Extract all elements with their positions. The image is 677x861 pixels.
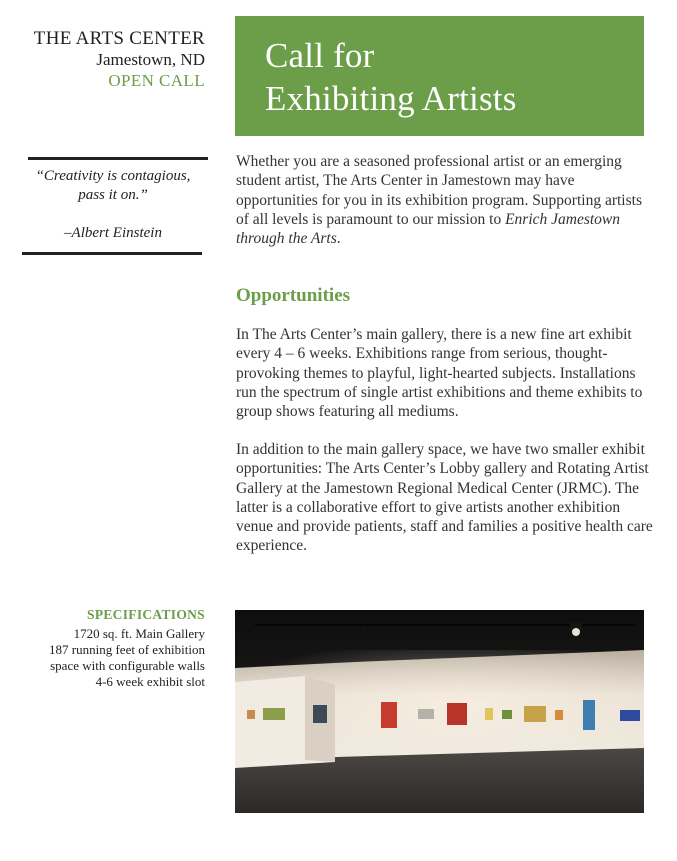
title-line-2: Exhibiting Artists <box>265 79 517 118</box>
opportunities-paragraph-1: In The Arts Center’s main gallery, there is a new fine art exhibit every 4 – 6 weeks. Exhibitions range from serious, thought-provoking themes to playful, light-hearted subjects. Installations run the spectrum of single artist exhibitions and theme exhibits to group shows featuring all mediums. <box>236 326 643 421</box>
intro-paragraph <box>236 152 656 248</box>
specifications-list <box>49 626 205 690</box>
gallery-photo <box>235 610 644 813</box>
opportunities-heading: Opportunities <box>236 285 351 306</box>
spec-item: 187 running feet of exhibition <box>49 642 205 657</box>
title-line-1: Call for <box>265 36 375 75</box>
open-call-tag: OPEN CALL <box>108 71 205 90</box>
spec-item: space with configurable walls <box>50 658 205 673</box>
title-banner <box>235 16 644 136</box>
quote-author: –Albert Einstein <box>64 225 162 241</box>
quote-top-rule <box>28 157 208 160</box>
org-name: THE ARTS CENTER <box>33 28 205 49</box>
intro-end: . <box>336 230 341 248</box>
opportunities-paragraph-2: In addition to the main gallery space, we have two smaller exhibit opportunities: The Arts Center’s Lobby gallery and Rotating Artist Gallery at the Jamestown Regional Medical Center (JRMC). The latter is a collaborative effort to give artists another exhibition venue and provide patients, staff and families a positive health care experience. <box>236 441 653 555</box>
spec-item: 4-6 week exhibit slot <box>95 674 205 689</box>
specifications-heading: SPECIFICATIONS <box>87 607 205 622</box>
org-city: Jamestown, ND <box>96 50 205 69</box>
quote-bottom-rule <box>22 252 202 255</box>
intro-text: Whether you are a seasoned professional artist or an emerging student artist, The Arts Center in Jamestown may have opportunities for you in its exhibition program. Supporting artists of all levels is paramount to our mission to <box>236 153 642 228</box>
quote-text: “Creativity is contagious, pass it on.” <box>35 168 191 203</box>
mission-statement: Enrich Jamestown through the Arts <box>236 210 621 248</box>
spec-item: 1720 sq. ft. Main Gallery <box>73 626 205 641</box>
